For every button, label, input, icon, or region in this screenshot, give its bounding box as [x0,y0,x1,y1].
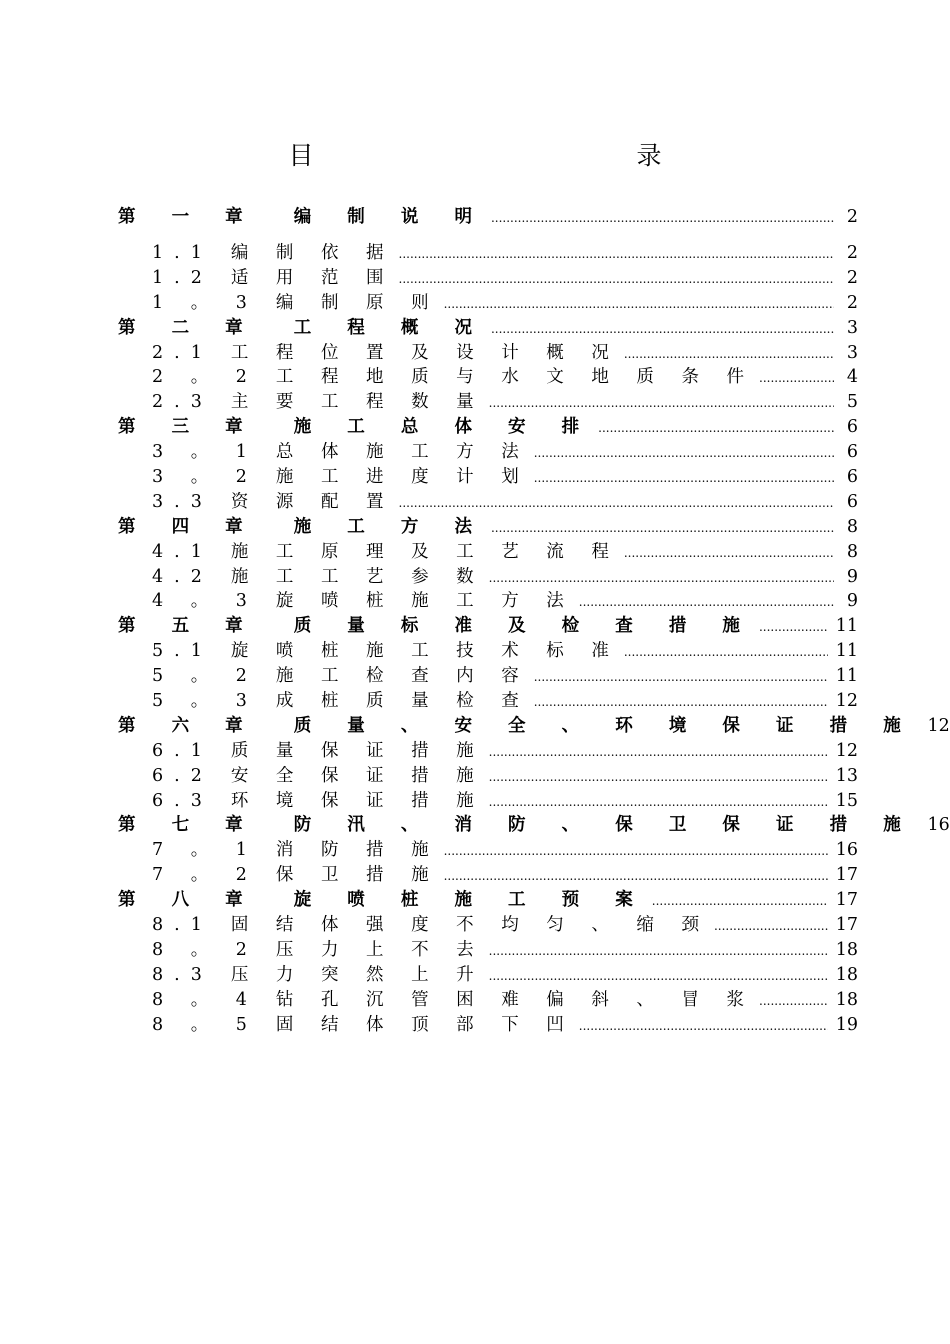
toc-entry-number: 第 八 章 [118,890,258,911]
toc-leader-dots [491,322,834,336]
toc-chapter-entry[interactable] [118,203,858,239]
toc-entry-label [118,762,485,787]
toc-leader-dots [489,571,834,585]
toc-entry-label [118,936,485,961]
toc-leader-dots [489,745,828,759]
toc-section-entry[interactable] [118,986,858,1011]
toc-entry-label [118,687,530,712]
toc-entry-text: 压 力 上 不 去 [275,939,485,960]
toc-leader-dots [579,595,834,609]
toc-page-number: 18 [835,939,858,960]
toc-leader-dots [491,211,834,225]
toc-leader-dots [534,695,828,709]
toc-entry-label [118,612,755,637]
toc-page-number: 12 [927,715,950,736]
toc-chapter-entry[interactable] [118,886,858,911]
toc-page-number: 8 [846,516,858,537]
toc-entry-text: 质 量 、 安 全 、 环 境 保 证 措 施 [293,715,916,736]
toc-entry-number: 第 四 章 [118,516,258,537]
toc-leader-dots [399,272,834,286]
toc-leader-dots [714,919,828,933]
toc-entry-text: 安 全 保 证 措 施 [230,765,485,786]
toc-entry-number: 4 。 3 [152,591,258,612]
toc-leader-dots [624,645,828,659]
toc-page-number: 4 [846,367,858,388]
toc-leader-dots [489,396,834,410]
toc-entry-label [118,961,485,986]
toc-entry-text: 旋 喷 桩 施 工 方 法 [275,591,575,612]
toc-entry-label [118,363,755,388]
toc-entry-text: 适 用 范 围 [230,267,395,288]
toc-section-entry[interactable] [118,363,858,388]
toc-entry-number: 第 二 章 [118,317,258,338]
toc-entry-number: 8 。 2 [152,939,258,960]
toc-leader-dots [489,969,828,983]
toc-entry-label [118,203,487,228]
toc-section-entry[interactable] [118,936,858,961]
toc-entry-label [118,637,620,662]
toc-leader-dots [759,994,828,1008]
toc-leader-dots [444,844,828,858]
toc-entry-label [118,986,755,1011]
toc-leader-dots [759,371,834,385]
toc-entry-label [118,488,395,513]
toc-page-number: 2 [846,267,858,288]
toc-section-entry[interactable] [118,836,858,861]
toc-entry-number: 3 。 2 [152,467,258,488]
toc-chapter-entry[interactable] [118,712,950,737]
toc-entry-label [118,289,440,314]
toc-entry-label [118,463,530,488]
toc-chapter-entry[interactable] [118,513,858,538]
toc-entry-label [118,861,440,886]
toc-section-entry[interactable] [118,961,858,986]
toc-entry-text: 旋 喷 桩 施 工 预 案 [293,890,648,911]
toc-entry-label [118,787,485,812]
toc-section-entry[interactable] [118,388,858,413]
toc-entry-label [118,339,620,364]
toc-entry-text: 工 程 地 质 与 水 文 地 质 条 件 [275,367,756,388]
toc-chapter-entry[interactable] [118,811,950,836]
toc-page-number: 17 [835,865,858,886]
toc-entry-text: 钻 孔 沉 管 困 难 偏 斜 、 冒 浆 [275,989,756,1010]
toc-entry-number: 第 五 章 [118,616,258,637]
toc-entry-label [118,264,395,289]
toc-entry-text: 施 工 总 体 安 排 [293,417,595,438]
toc-leader-dots [444,297,834,311]
toc-entry-number: 第 六 章 [118,715,258,736]
toc-entry-number: 8 。 4 [152,989,258,1010]
toc-entry-label [118,662,530,687]
toc-entry-number: 3 。 1 [152,442,258,463]
toc-section-entry[interactable] [118,737,858,762]
toc-section-entry[interactable] [118,1011,858,1036]
toc-entry-label [118,438,530,463]
toc-page-number: 15 [835,790,858,811]
toc-page-number: 18 [835,989,858,1010]
toc-entry-text: 质 量 标 准 及 检 查 措 施 [293,616,755,637]
toc-page-number: 11 [835,666,858,687]
toc-entry-text: 固 结 体 强 度 不 均 匀 、 缩 颈 [230,915,710,936]
toc-entry-text: 总 体 施 工 方 法 [275,442,530,463]
toc-entry-number: 8 。 5 [152,1014,258,1035]
toc-entry-text: 消 防 措 施 [275,840,440,861]
toc-entry-text: 工 程 概 况 [293,317,487,338]
toc-entry-label [118,314,487,339]
toc-page-number: 13 [835,765,858,786]
toc-entry-text: 编 制 说 明 [293,207,487,227]
toc-leader-dots [534,446,834,460]
toc-chapter-entry[interactable] [118,612,858,637]
toc-entry-label [118,886,648,911]
toc-entry-label [118,239,395,264]
toc-leader-dots [624,347,834,361]
toc-entry-number: 5 。 2 [152,666,258,687]
toc-leader-dots [624,546,834,560]
toc-entry-label [118,712,916,737]
toc-entry-label [118,811,916,836]
toc-page-number: 6 [846,442,858,463]
toc-leader-dots [598,421,834,435]
toc-chapter-entry[interactable] [118,413,858,438]
toc-page-number: 12 [835,740,858,761]
toc-entry-label [118,1011,575,1036]
toc-leader-dots [489,795,828,809]
toc-leader-dots [489,770,828,784]
toc-entry-number: 8.3 [152,964,213,985]
toc-section-entry[interactable] [118,438,858,463]
toc-entry-label [118,587,575,612]
toc-entry-number: 5 。 3 [152,691,258,712]
toc-leader-dots [399,247,834,261]
toc-entry-label [118,737,485,762]
toc-entry-text: 编 制 原 则 [275,292,440,313]
toc-entry-number: 6.1 [152,740,213,761]
toc-entry-text: 施 工 工 艺 参 数 [230,566,485,587]
toc-entry-number: 2.3 [152,392,213,413]
toc-leader-dots [579,1019,828,1033]
toc-entry-number: 4.2 [152,566,213,587]
toc-page-number: 8 [846,541,858,562]
toc-leader-dots [534,471,834,485]
toc-entry-text: 施 工 方 法 [293,516,487,537]
toc-leader-dots [491,521,834,535]
toc-entry-number: 7 。 1 [152,840,258,861]
toc-page-number: 3 [846,317,858,338]
toc-section-entry[interactable] [118,911,858,936]
toc-page-number: 17 [835,890,858,911]
toc-entry-number: 第 一 章 [118,207,258,227]
toc-chapter-entry[interactable] [118,314,858,339]
toc-section-entry[interactable] [118,563,858,588]
toc-section-entry[interactable] [118,289,858,314]
toc-leader-dots [652,894,828,908]
toc-page-number: 9 [846,566,858,587]
toc-leader-dots [444,869,828,883]
toc-entry-label [118,388,485,413]
toc-page-number: 19 [835,1014,858,1035]
toc-entry-number: 第 七 章 [118,815,258,836]
toc-page-number: 6 [846,467,858,488]
toc-entry-label [118,513,487,538]
toc-section-entry[interactable] [118,239,858,264]
toc-entry-number: 5.1 [152,641,213,662]
toc-page-number: 2 [846,292,858,313]
toc-entry-text: 保 卫 措 施 [275,865,440,886]
toc-entry-label [118,836,440,861]
toc-section-entry[interactable] [118,861,858,886]
toc-entry-text: 施 工 进 度 计 划 [275,467,530,488]
toc-entry-text: 编 制 依 据 [230,243,395,263]
toc-entry-number: 3.3 [152,491,213,512]
toc-entry-text: 工 程 位 置 及 设 计 概 况 [230,342,620,363]
toc-page-number: 9 [846,591,858,612]
toc-page-number: 2 [846,207,858,227]
toc-entry-number: 8.1 [152,915,213,936]
toc-section-entry[interactable] [118,587,858,612]
table-of-contents [118,203,950,1036]
toc-page-number: 5 [846,392,858,413]
toc-entry-text: 旋 喷 桩 施 工 技 术 标 准 [230,641,620,662]
toc-page-number: 17 [835,915,858,936]
toc-entry-text: 防 汛 、 消 防 、 保 卫 保 证 措 施 [293,815,916,836]
toc-entry-text: 主 要 工 程 数 量 [230,392,485,413]
page-title: 目 录 [288,141,724,170]
toc-entry-label [118,413,594,438]
toc-section-entry[interactable] [118,463,858,488]
toc-entry-number: 4.1 [152,541,213,562]
toc-entry-number: 6.2 [152,765,213,786]
toc-leader-dots [534,670,828,684]
toc-entry-text: 成 桩 质 量 检 查 [275,691,530,712]
toc-entry-number: 2 。 2 [152,367,258,388]
toc-section-entry[interactable] [118,787,858,812]
toc-page-number: 11 [835,641,858,662]
toc-entry-number: 第 三 章 [118,417,258,438]
toc-section-entry[interactable] [118,264,858,289]
toc-entry-number: 1.1 [152,243,213,263]
toc-leader-dots [489,944,828,958]
toc-entry-text: 资 源 配 置 [230,491,395,512]
toc-page-number: 6 [846,491,858,512]
toc-section-entry[interactable] [118,538,858,563]
toc-entry-number: 6.3 [152,790,213,811]
toc-entry-text: 环 境 保 证 措 施 [230,790,485,811]
toc-section-entry[interactable] [118,762,858,787]
toc-page-number: 18 [835,964,858,985]
toc-entry-label [118,563,485,588]
toc-entry-number: 7 。 2 [152,865,258,886]
toc-entry-text: 施 工 原 理 及 工 艺 流 程 [230,541,620,562]
toc-page-number: 11 [835,616,858,637]
toc-entry-number: 1.2 [152,267,213,288]
toc-leader-dots [399,496,834,510]
toc-page-number: 3 [846,342,858,363]
toc-entry-number: 2.1 [152,342,213,363]
toc-page-number: 6 [846,417,858,438]
toc-entry-text: 压 力 突 然 上 升 [230,964,485,985]
toc-entry-text: 施 工 检 查 内 容 [275,666,530,687]
toc-leader-dots [759,620,828,634]
toc-section-entry[interactable] [118,637,858,662]
toc-entry-label [118,538,620,563]
toc-page-number: 2 [846,243,858,263]
toc-section-entry[interactable] [118,488,858,513]
toc-page-number: 16 [927,815,950,836]
toc-page-number: 12 [835,691,858,712]
toc-entry-text: 固 结 体 顶 部 下 凹 [275,1014,575,1035]
toc-entry-text: 质 量 保 证 措 施 [230,740,485,761]
toc-entry-label [118,911,710,936]
toc-section-entry[interactable] [118,687,858,712]
toc-section-entry[interactable] [118,339,858,364]
toc-entry-number: 1 。 3 [152,292,258,313]
toc-page-number: 16 [835,840,858,861]
toc-section-entry[interactable] [118,662,858,687]
